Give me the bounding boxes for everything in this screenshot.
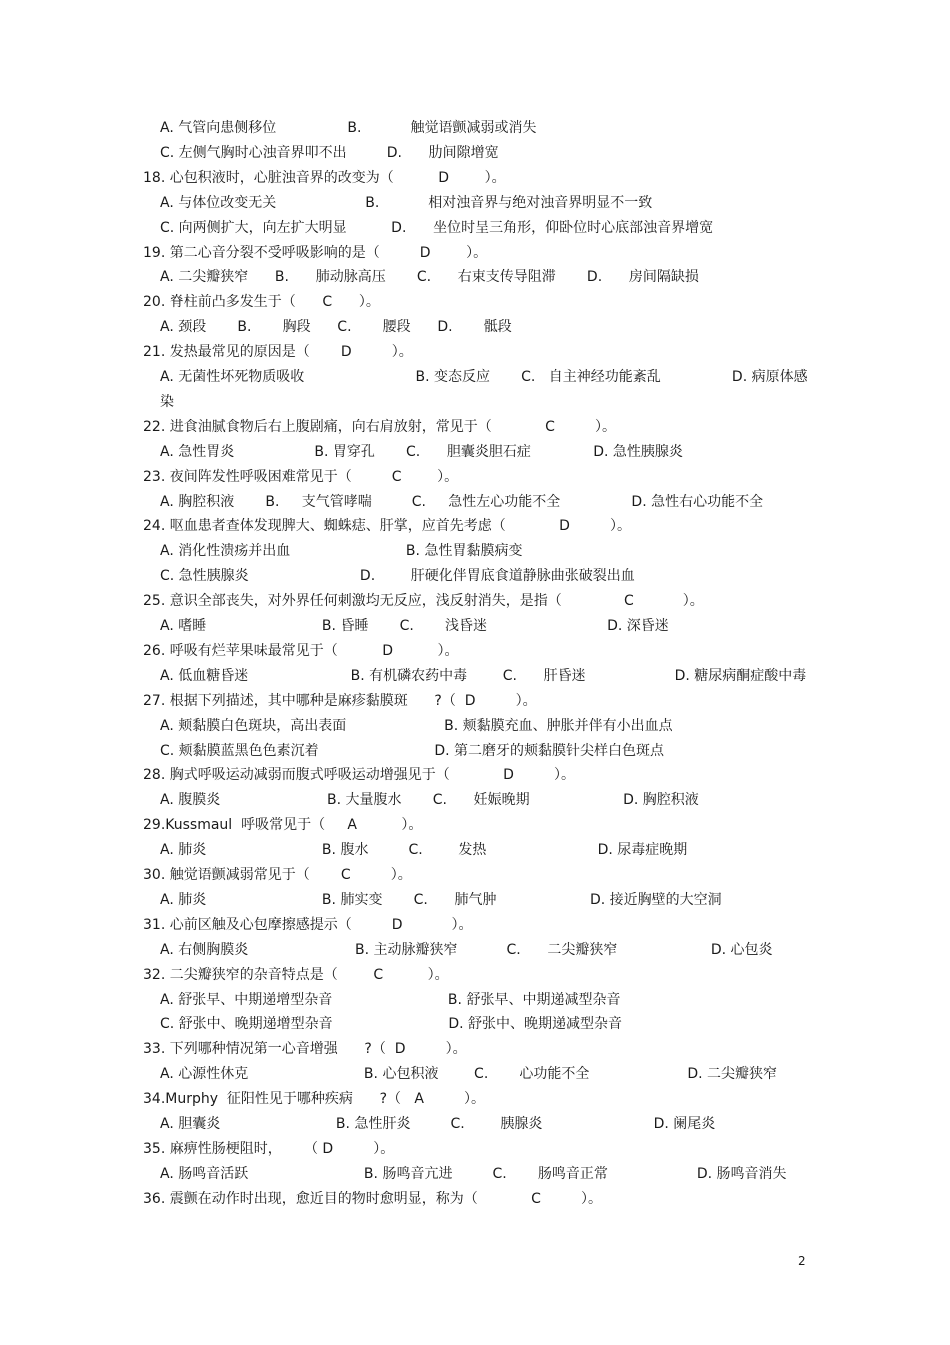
question-line: 25. 意识全部丧失，对外界任何刺激均无反应，浅反射消失，是指（ C ）。 [143, 593, 704, 609]
question-line: 35. 麻痹性肠梗阻时， （ D ）。 [143, 1141, 395, 1157]
option-line: A. 低血糖昏迷 B. 有机磷农药中毒 C. 肝昏迷 D. 糖尿病酮症酸中毒 [160, 668, 807, 684]
question-line: 28. 胸式呼吸运动减弱而腹式呼吸运动增强见于（ D ）。 [143, 767, 575, 783]
option-line: A. 消化性溃疡并出血 B. 急性胃黏膜病变 [160, 543, 523, 559]
question-line: 31. 心前区触及心包摩擦感提示（ D ）。 [143, 917, 473, 933]
option-line: A. 胆囊炎 B. 急性肝炎 C. 胰腺炎 D. 阑尾炎 [160, 1116, 716, 1132]
page-number: 2 [798, 1254, 806, 1268]
option-line: A. 肺炎 B. 腹水 C. 发热 D. 尿毒症晚期 [160, 842, 688, 858]
question-line: 22. 进食油腻食物后右上腹剧痛，向右肩放射，常见于（ C ）。 [143, 419, 616, 435]
option-line: A. 嗜睡 B. 昏睡 C. 浅昏迷 D. 深昏迷 [160, 618, 669, 634]
question-line: 27. 根据下列描述，其中哪种是麻疹黏膜斑 ?（ D ）。 [143, 693, 537, 709]
option-line: C. 左侧气胸时心浊音界叩不出 D. 肋间隙增宽 [160, 145, 499, 161]
option-line: C. 颊黏膜蓝黑色色素沉着 D. 第二磨牙的颊黏膜针尖样白色斑点 [160, 743, 665, 759]
option-line: A. 气管向患侧移位 B. 触觉语颤减弱或消失 [160, 120, 537, 136]
option-line: C. 舒张中、晚期递增型杂音 D. 舒张中、晚期递减型杂音 [160, 1016, 623, 1032]
question-line: 32. 二尖瓣狭窄的杂音特点是（ C ）。 [143, 967, 449, 983]
option-line: C. 急性胰腺炎 D. 肝硬化伴胃底食道静脉曲张破裂出血 [160, 568, 635, 584]
option-line: A. 颊黏膜白色斑块，高出表面 B. 颊黏膜充血、肿胀并伴有小出血点 [160, 718, 673, 734]
question-line: 19. 第二心音分裂不受呼吸影响的是（ D ）。 [143, 245, 488, 261]
question-line: 21. 发热最常见的原因是（ D ）。 [143, 344, 413, 360]
option-line: 染 [160, 394, 174, 410]
option-line: A. 右侧胸膜炎 B. 主动脉瓣狭窄 C. 二尖瓣狭窄 D. 心包炎 [160, 942, 773, 958]
question-line: 36. 震颤在动作时出现，愈近目的物时愈明显，称为（ C ）。 [143, 1191, 602, 1207]
question-line: 33. 下列哪种情况第一心音增强 ?（ D ）。 [143, 1041, 467, 1057]
question-line: 26. 呼吸有烂苹果味最常见于（ D ）。 [143, 643, 459, 659]
question-line: 20. 脊柱前凸多发生于（ C ）。 [143, 294, 380, 310]
option-line: A. 心源性休克 B. 心包积液 C. 心功能不全 D. 二尖瓣狭窄 [160, 1066, 778, 1082]
option-line: C. 向两侧扩大，向左扩大明显 D. 坐位时呈三角形，仰卧位时心底部浊音界增宽 [160, 220, 714, 236]
option-line: A. 急性胃炎 B. 胃穿孔 C. 胆囊炎胆石症 D. 急性胰腺炎 [160, 444, 683, 460]
question-line: 34.Murphy 征阳性见于哪种疾病 ?（ A ）。 [143, 1091, 486, 1107]
question-line: 23. 夜间阵发性呼吸困难常见于（ C ）。 [143, 469, 459, 485]
option-line: A. 肺炎 B. 肺实变 C. 肺气肿 D. 接近胸壁的大空洞 [160, 892, 722, 908]
option-line: A. 肠鸣音活跃 B. 肠鸣音亢进 C. 肠鸣音正常 D. 肠鸣音消失 [160, 1166, 787, 1182]
question-line: 30. 触觉语颤减弱常见于（ C ）。 [143, 867, 412, 883]
option-line: A. 腹膜炎 B. 大量腹水 C. 妊娠晚期 D. 胸腔积液 [160, 792, 699, 808]
option-line: A. 二尖瓣狭窄 B. 肺动脉高压 C. 右束支传导阻滞 D. 房间隔缺损 [160, 269, 699, 285]
option-line: A. 颈段 B. 胸段 C. 腰段 D. 骶段 [160, 319, 512, 335]
option-line: A. 舒张早、中期递增型杂音 B. 舒张早、中期递减型杂音 [160, 992, 621, 1008]
option-line: A. 无菌性坏死物质吸收 B. 变态反应 C. 自主神经功能紊乱 D. 病原体感 [160, 369, 808, 385]
question-line: 18. 心包积液时，心脏浊音界的改变为（ D ）。 [143, 170, 506, 186]
question-line: 24. 呕血患者查体发现脾大、蜘蛛痣、肝掌，应首先考虑（ D ）。 [143, 518, 631, 534]
option-line: A. 胸腔积液 B. 支气管哮喘 C. 急性左心功能不全 D. 急性右心功能不全 [160, 494, 764, 510]
option-line: A. 与体位改变无关 B. 相对浊音界与绝对浊音界明显不一致 [160, 195, 653, 211]
question-line: 29.Kussmaul 呼吸常见于（ A ）。 [143, 817, 423, 833]
